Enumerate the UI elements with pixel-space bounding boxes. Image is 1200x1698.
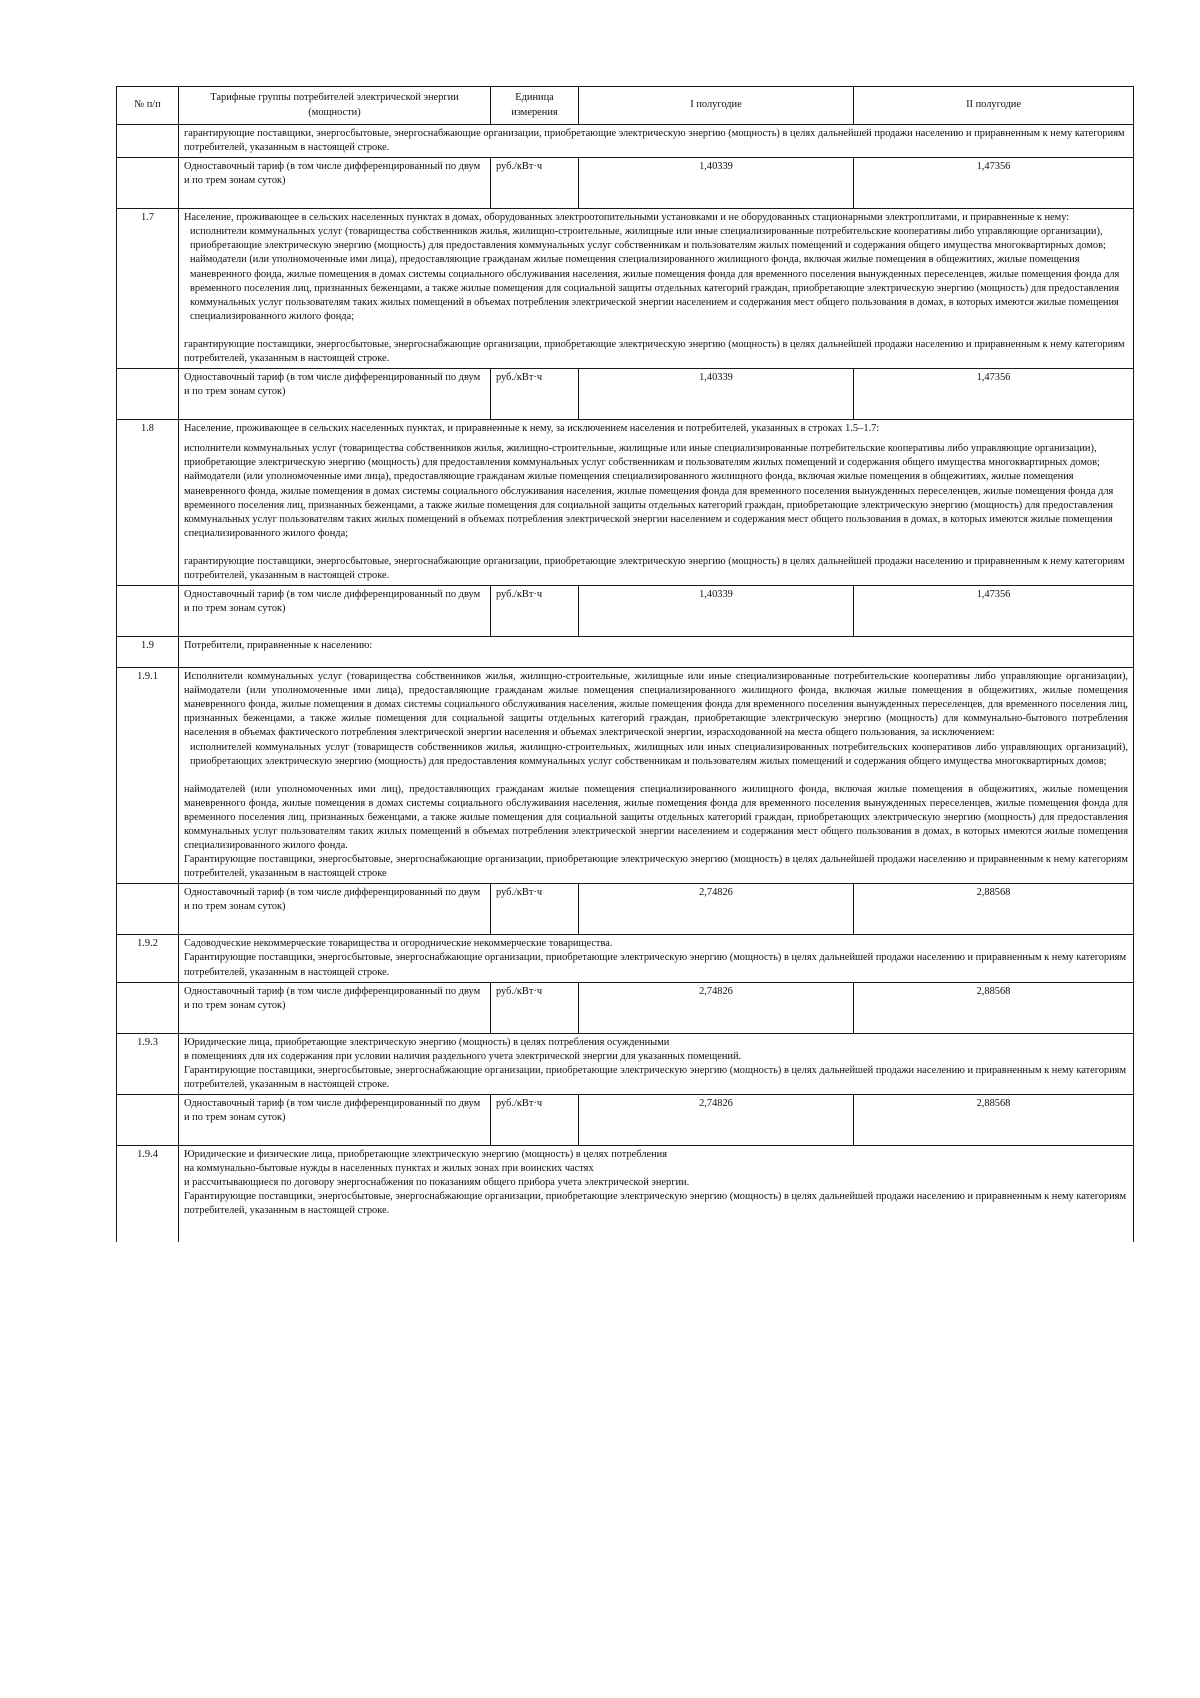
table-row [117, 209, 1134, 369]
header-group: Тарифные группы потребителей электрической энергии (мощности) [179, 87, 491, 125]
tariff-value-half1: 2,74826 [579, 884, 854, 935]
tariff-row [117, 1095, 1134, 1146]
tariff-value-half2: 2,88568 [854, 982, 1134, 1033]
tariff-unit: руб./кВт·ч [491, 884, 579, 935]
paragraph: в помещениях для их содержания при условии наличия раздельного учета электрической энергии для указанных помещений. [184, 1050, 742, 1062]
row-description [179, 935, 1134, 982]
table-row [117, 1033, 1134, 1094]
table-row [117, 668, 1134, 884]
paragraph: наймодателей (или уполномоченных ими лиц), предоставляющих гражданам жилые помещения специализированного жилищного фонда, включая жилые помещения в общежитиях, жилые помещения маневренного фонда, жилые помещения в домах системы социального обслуживания населения, жилые помещения фонда для временного поселения вынужденных переселенцев, жилые помещения фонда для временного поселения лиц, признанных беженцами, а также жилые помещения для социальной защиты отдельных категорий граждан, приобретающих электрическую энергию (мощность) для предоставления коммунальных услуг пользователям таких жилых помещений в объемах потребления электрической энергии населением и содержания мест общего пользования в домах, в которых имеются жилые помещения специализированного жилого фонда. [184, 783, 1128, 852]
table-row [117, 125, 1134, 158]
header-half2: II полугодие [854, 87, 1134, 125]
tariff-unit: руб./кВт·ч [491, 158, 579, 209]
paragraph: Население, проживающее в сельских населенных пунктах в домах, оборудованных электроотопительными установками и не оборудованных стационарными электроплитами, и приравненные к нему: [184, 212, 1070, 224]
table-row [117, 935, 1134, 982]
paragraph: Юридические лица, приобретающие электрическую энергию (мощность) в целях потребления осужденными [184, 1036, 670, 1048]
tariff-name: Одноставочный тариф (в том числе дифференцированный по двум и по трем зонам суток) [179, 586, 491, 637]
tariff-value-half1: 2,74826 [579, 1095, 854, 1146]
tariff-value-half2: 1,47356 [854, 369, 1134, 420]
row-num [117, 982, 179, 1033]
paragraph: Гарантирующие поставщики, энергосбытовые, энергоснабжающие организации, приобретающие электрическую энергию (мощность) в целях дальнейшей продажи населению и приравненным к нему категориям потребителей, указанным в настоящей строке. [184, 1191, 1127, 1217]
tariff-row [117, 586, 1134, 637]
header-num: № п/п [117, 87, 179, 125]
paragraph: наймодатели (или уполномоченные ими лица), предоставляющие гражданам жилые помещения специализированного жилищного фонда, включая жилые помещения в общежитиях, жилые помещения маневренного фонда, жилые помещения в домах системы социального обслуживания населения, жилые помещения фонда для временного поселения вынужденных переселенцев, жилые помещения фонда для временного поселения лиц, признанных беженцами, а также жилые помещения для социальной защиты отдельных категорий граждан, приобретающие электрическую энергию (мощность) для предоставления коммунальных услуг пользователям таких жилых помещений в объемах потребления электрической энергии населением и содержания мест общего пользования в домах, в которых имеются жилые помещения специализированного жилого фонда; [190, 254, 1120, 322]
tariff-name: Одноставочный тариф (в том числе дифференцированный по двум и по трем зонам суток) [179, 982, 491, 1033]
paragraph: исполнители коммунальных услуг (товарищества собственников жилья, жилищно-строительные, жилищные или иные специализированные потребительские кооперативы либо управляющие организации), приобретающие электрическую энергию (мощность) для предоставления коммунальных услуг собственникам и пользователям жилых помещений и содержания общего имущества многоквартирных домов; [190, 226, 1106, 252]
paragraph: на коммунально-бытовые нужды в населенных пунктах и жилых зонах при воинских частях [184, 1163, 594, 1175]
tariff-unit: руб./кВт·ч [491, 369, 579, 420]
tariff-value-half2: 1,47356 [854, 586, 1134, 637]
tariff-name: Одноставочный тариф (в том числе дифференцированный по двум и по трем зонам суток) [179, 369, 491, 420]
row-num: 1.8 [117, 420, 179, 586]
tariff-value-half1: 1,40339 [579, 586, 854, 637]
tariff-unit: руб./кВт·ч [491, 1095, 579, 1146]
tariff-value-half1: 1,40339 [579, 158, 854, 209]
row-description [179, 1146, 1134, 1243]
tariff-unit: руб./кВт·ч [491, 586, 579, 637]
row-num [117, 1095, 179, 1146]
paragraph: Гарантирующие поставщики, энергосбытовые, энергоснабжающие организации, приобретающие электрическую энергию (мощность) в целях дальнейшей продажи населению и приравненным к нему категориям потребителей, указанным в настоящей строке. [184, 952, 1127, 978]
row-description: гарантирующие поставщики, энергосбытовые, энергоснабжающие организации, приобретающие электрическую энергию (мощность) в целях дальнейшей продажи населению и приравненным к нему категориям потребителей, указанным в настоящей строке. [179, 125, 1134, 158]
paragraph: гарантирующие поставщики, энергосбытовые, энергоснабжающие организации, приобретающие электрическую энергию (мощность) в целях дальнейшей продажи населению и приравненным к нему категориям потребителей, указанным в настоящей строке. [184, 555, 1125, 581]
row-description: Потребители, приравненные к населению: [179, 637, 1134, 668]
tariff-value-half2: 2,88568 [854, 1095, 1134, 1146]
row-num [117, 125, 179, 158]
tariff-unit: руб./кВт·ч [491, 982, 579, 1033]
row-num: 1.9.3 [117, 1033, 179, 1094]
row-num: 1.9.1 [117, 668, 179, 884]
row-num [117, 158, 179, 209]
paragraph: исполнителей коммунальных услуг (товариществ собственников жилья, жилищно-строительных, жилищных или иных специализированных потребительских кооперативов либо управляющих организаций), приобретающих электрическую энергию (мощность) для предоставления коммунальных услуг собственникам и пользователям жилых помещений и содержания общего имущества многоквартирных домов; [190, 741, 1128, 767]
row-num [117, 884, 179, 935]
tariff-row [117, 369, 1134, 420]
row-description [179, 668, 1134, 884]
paragraph: гарантирующие поставщики, энергосбытовые, энергоснабжающие организации, приобретающие электрическую энергию (мощность) в целях дальнейшей продажи населению и приравненным к нему категориям потребителей, указанным в настоящей строке. [184, 338, 1125, 365]
paragraph: Исполнители коммунальных услуг (товарищества собственников жилья, жилищно-строительные, жилищные или иные специализированные потребительские кооперативы либо управляющие организации), наймодатели (или уполномоченные ими лица), предоставляющие гражданам жилые помещения специализированного жилищного фонда, включая жилые помещения в общежитиях, жилые помещения маневренного фонда, жилые помещения в домах системы социального обслуживания населения, жилые помещения фонда для временного поселения вынужденных переселенцев, для временного поселения лиц, признанных беженцами, а также жилые помещения для социальной защиты отдельных категорий граждан, приобретающие электрическую энергию (мощность) для коммунально-бытового потребления населения в объемах фактического потребления электрической энергии населения и объемах электрической энергии, израсходованной на места общего пользования, за исключением: [184, 671, 1128, 739]
row-description [179, 1033, 1134, 1094]
tariff-row [117, 982, 1134, 1033]
paragraph: наймодатели (или уполномоченные ими лица), предоставляющие гражданам жилые помещения специализированного жилищного фонда, включая жилые помещения в общежитиях, жилые помещения маневренного фонда, жилые помещения в домах системы социального обслуживания населения, жилые помещения фонда для временного поселения вынужденных переселенцев, жилые помещения фонда для временного поселения лиц, признанных беженцами, а также жилые помещения для социальной защиты отдельных категорий граждан, приобретающие электрическую энергию (мощность) для предоставления коммунальных услуг пользователям таких жилых помещений в объемах потребления электрической энергии населением и содержания мест общего пользования в домах, в которых имеются жилые помещения специализированного жилого фонда; [184, 471, 1114, 539]
tariff-name: Одноставочный тариф (в том числе дифференцированный по двум и по трем зонам суток) [179, 158, 491, 209]
table-row [117, 637, 1134, 668]
paragraph: Юридические и физические лица, приобретающие электрическую энергию (мощность) в целях потребления [184, 1149, 668, 1161]
row-num: 1.9.4 [117, 1146, 179, 1243]
paragraph: Садоводческие некоммерческие товарищества и огороднические некоммерческие товарищества. [184, 938, 613, 950]
header-half1: I полугодие [579, 87, 854, 125]
tariff-value-half2: 2,88568 [854, 884, 1134, 935]
paragraph: исполнители коммунальных услуг (товарищества собственников жилья, жилищно-строительные, жилищные или иные специализированные потребительские кооперативы либо управляющие организации), приобретающие электрическую энергию (мощность) для предоставления коммунальных услуг собственникам и пользователям жилых помещений и содержания общего имущества многоквартирных домов; [184, 443, 1100, 469]
header-unit: Единица измерения [491, 87, 579, 125]
row-num [117, 586, 179, 637]
row-num: 1.7 [117, 209, 179, 369]
tariff-table [116, 86, 1134, 1242]
tariff-name: Одноставочный тариф (в том числе дифференцированный по двум и по трем зонам суток) [179, 1095, 491, 1146]
paragraph: Население, проживающее в сельских населенных пунктах, и приравненные к нему, за исключением населения и потребителей, указанных в строках 1.5–1.7: [184, 423, 880, 435]
row-description [179, 209, 1134, 369]
row-num: 1.9.2 [117, 935, 179, 982]
row-num [117, 369, 179, 420]
paragraph: Гарантирующие поставщики, энергосбытовые, энергоснабжающие организации, приобретающие электрическую энергию (мощность) в целях дальнейшей продажи населению и приравненным к нему категориям потребителей, указанным в настоящей строке [184, 854, 1128, 880]
paragraph: Гарантирующие поставщики, энергосбытовые, энергоснабжающие организации, приобретающие электрическую энергию (мощность) в целях дальнейшей продажи населению и приравненным к нему категориям потребителей, указанным в настоящей строке. [184, 1064, 1127, 1090]
paragraph: и рассчитывающиеся по договору энергоснабжения по показаниям общего прибора учета электрической энергии. [184, 1177, 690, 1189]
tariff-value-half1: 1,40339 [579, 369, 854, 420]
row-num: 1.9 [117, 637, 179, 668]
tariff-row [117, 884, 1134, 935]
tariff-name: Одноставочный тариф (в том числе дифференцированный по двум и по трем зонам суток) [179, 884, 491, 935]
tariff-value-half1: 2,74826 [579, 982, 854, 1033]
table-row [117, 420, 1134, 586]
table-header-row [117, 87, 1134, 125]
tariff-value-half2: 1,47356 [854, 158, 1134, 209]
table-row [117, 1146, 1134, 1243]
tariff-row [117, 158, 1134, 209]
row-description [179, 420, 1134, 586]
